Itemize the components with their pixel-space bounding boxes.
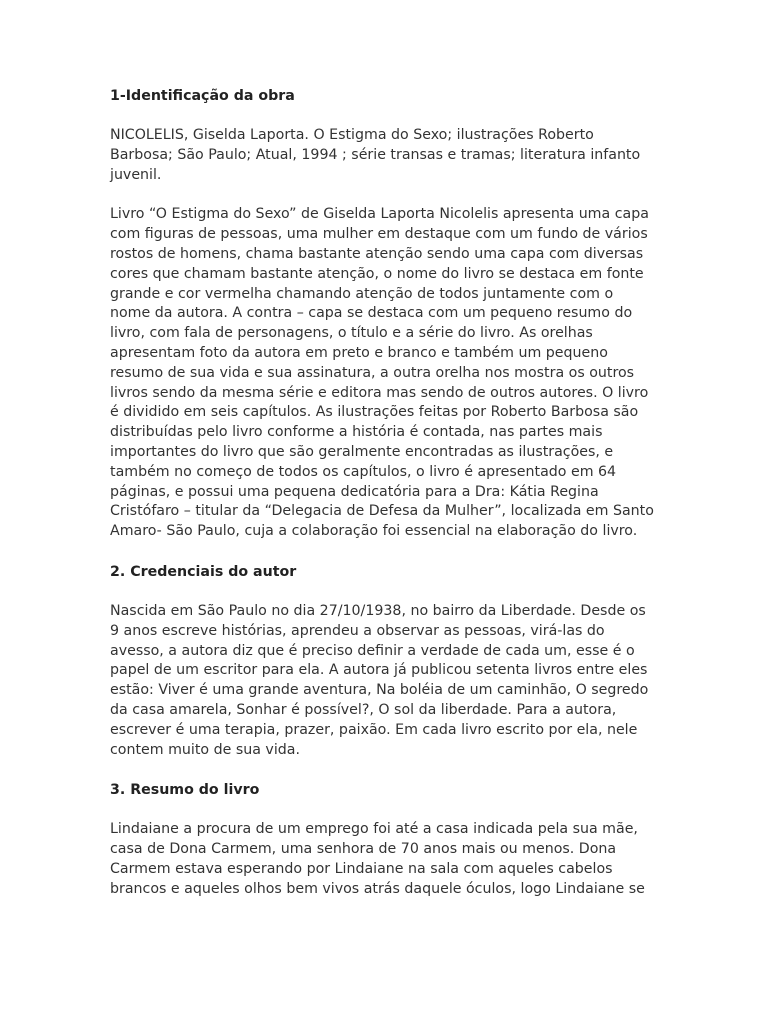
text-line: distribuídas pelo livro conforme a história é contada, nas partes mais: [110, 424, 603, 441]
paragraph-reference: [110, 126, 645, 185]
text-line: Lindaiane a procura de um emprego foi até a casa indicada pela sua mãe,: [110, 821, 638, 838]
text-line: Cristófaro – titular da “Delegacia de Defesa da Mulher”, localizada em Santo: [110, 503, 654, 520]
paragraph-book-description: [110, 205, 654, 542]
text-line: Livro “O Estigma do Sexo” de Giselda Laporta Nicolelis apresenta uma capa: [110, 206, 649, 223]
text-line: é dividido em seis capítulos. As ilustrações feitas por Roberto Barbosa são: [110, 404, 639, 421]
text-line: NICOLELIS, Giselda Laporta. O Estigma do Sexo; ilustrações Roberto: [110, 127, 594, 143]
text-line: avesso, a autora diz que é preciso definir a verdade de cada um, esse é o: [110, 642, 635, 659]
text-line: nome da autora. A contra – capa se destaca com um pequeno resumo do: [110, 305, 633, 322]
text-line: resumo de sua vida e sua assinatura, a outra orelha nos mostra os outros: [110, 364, 635, 381]
document-page: [110, 86, 654, 920]
text-line: Nascida em São Paulo no dia 27/10/1938, no bairro da Liberdade. Desde os: [110, 602, 646, 619]
text-line: livro, com fala de personagens, o título e a série do livro. As orelhas: [110, 325, 593, 342]
text-line: Barbosa; São Paulo; Atual, 1994 ; série transas e tramas; literatura infanto: [110, 146, 641, 163]
text-line: Carmem estava esperando por Lindaiane na sala com aqueles cabelos: [110, 860, 613, 877]
text-line: rostos de homens, chama bastante atenção sendo uma capa com diversas: [110, 245, 644, 262]
text-line: estão: Viver é uma grande aventura, Na boléia de um caminhão, O segredo: [110, 682, 649, 699]
text-line: contem muito de sua vida.: [110, 741, 300, 758]
text-line: apresentam foto da autora em preto e branco e também um pequeno: [110, 344, 608, 361]
text-line: importantes do livro que são geralmente encontradas as ilustrações, e: [110, 443, 614, 460]
text-line: também no começo de todos os capítulos, o livro é apresentado em 64: [110, 463, 617, 480]
text-line: Amaro- São Paulo, cuja a colaboração foi essencial na elaboração do livro.: [110, 523, 638, 540]
text-line: escrever é uma terapia, prazer, paixão. Em cada livro escrito por ela, nele: [110, 721, 638, 738]
text-line: cores que chamam bastante atenção, o nome do livro se destaca em fonte: [110, 265, 644, 282]
text-line: livros sendo da mesma série e editora mas sendo de outros autores. O livro: [110, 384, 649, 401]
text-line: da casa amarela, Sonhar é possível?, O sol da liberdade. Para a autora,: [110, 701, 617, 718]
text-line: páginas, e possui uma pequena dedicatória para a Dra: Kátia Regina: [110, 483, 599, 500]
text-line: casa de Dona Carmem, uma senhora de 70 anos mais ou menos. Dona: [110, 841, 617, 858]
text-line: grande e cor vermelha chamando atenção de todos juntamente com o: [110, 285, 614, 302]
text-line: juvenil.: [110, 166, 162, 183]
section-heading-credenciais: 2. Credenciais do autor: [110, 563, 297, 580]
section-heading-identificacao: 1-Identificação da obra: [110, 88, 295, 104]
text-line: com figuras de pessoas, uma mulher em destaque com um fundo de vários: [110, 226, 648, 243]
text-line: 9 anos escreve histórias, aprendeu a observar as pessoas, virá-las do: [110, 622, 605, 639]
text-line: brancos e aqueles olhos bem vivos atrás daquele óculos, logo Lindaiane se: [110, 880, 645, 897]
section-heading-resumo: 3. Resumo do livro: [110, 782, 260, 799]
paragraph-book-summary: [110, 820, 645, 899]
paragraph-author-credentials: [110, 602, 649, 760]
text-line: papel de um escritor para ela. A autora já publicou setenta livros entre eles: [110, 662, 648, 679]
